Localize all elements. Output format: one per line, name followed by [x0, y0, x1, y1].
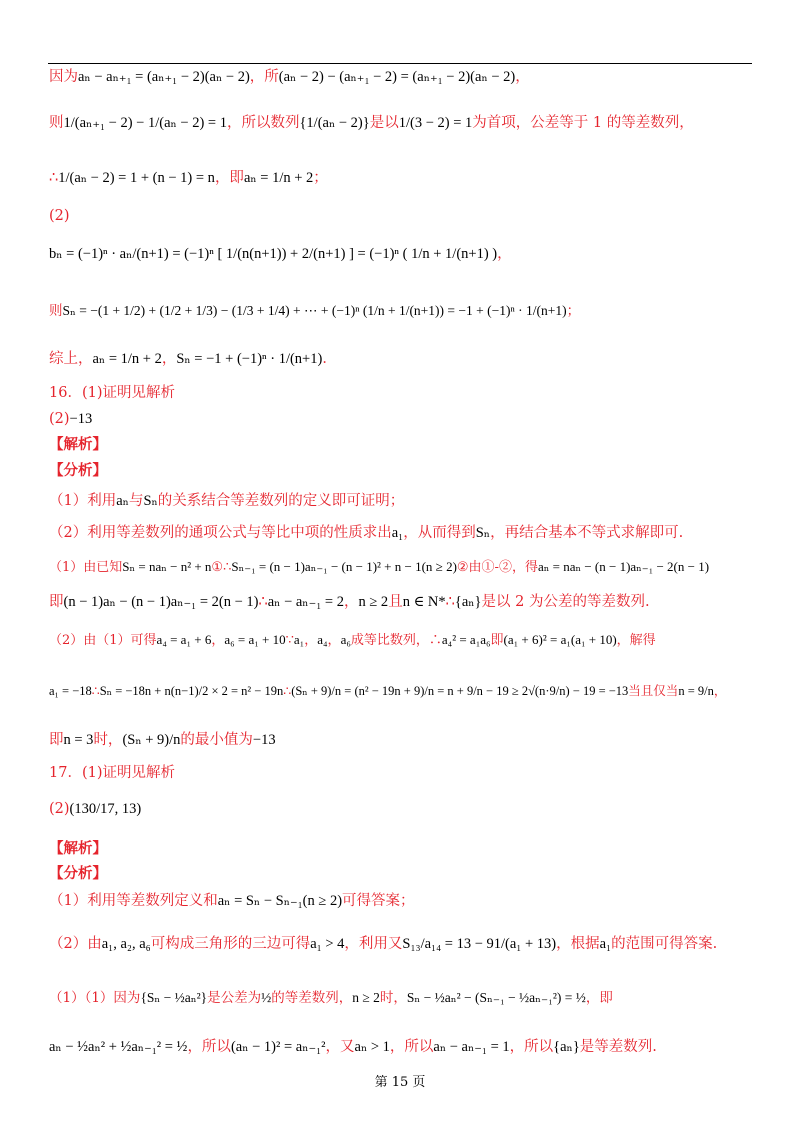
text-line-24	[49, 934, 717, 954]
text: 是公差为	[207, 990, 262, 1006]
formula: 1/(aₙ₊₁ − 2) − 1/(aₙ − 2) = 1	[63, 115, 227, 131]
text: 则	[49, 115, 64, 131]
text: ，	[211, 633, 225, 648]
text: ∴	[91, 683, 100, 698]
text: （1）利用	[49, 493, 117, 509]
text: (2)	[49, 208, 70, 224]
section-label: 【解析】	[49, 436, 107, 453]
text: ，	[713, 683, 727, 698]
formula: aₙ − aₙ₋₁ = 1	[433, 1039, 510, 1055]
text: （1）利用等差数列定义和	[49, 893, 218, 909]
text-line-16	[49, 630, 656, 651]
formula: n ≥ 2	[352, 990, 380, 1005]
formula: aₙ − ½aₙ² + ½aₙ₋₁² = ½	[49, 1039, 188, 1055]
text: (2)	[49, 411, 70, 427]
text: ，所以	[187, 1039, 231, 1055]
formula: Sₙ = −(1 + 1/2) + (1/2 + 1/3) − (1/3 + 1/4) + ⋯ + (−1)ⁿ (1/n + 1/(n+1)) = −1 + (−1)ⁿ · 1/(n+1)	[62, 303, 567, 318]
formula: −13	[252, 732, 276, 748]
text-line-18	[49, 730, 276, 750]
text: ，所以	[389, 1039, 434, 1055]
text: ，从而得到	[403, 525, 476, 541]
formula: aₙ − aₙ₋₁ = 2	[267, 594, 344, 610]
formula: Sₙ	[475, 525, 491, 541]
text: 与	[128, 493, 144, 509]
formula: Sₙ − ½aₙ² − (Sₙ₋₁ − ½aₙ₋₁²) = ½	[406, 990, 586, 1005]
text: ，所以	[509, 1039, 554, 1055]
formula: −13	[69, 411, 93, 427]
formula: aₙ > 1	[354, 1039, 390, 1055]
text: 则	[49, 303, 63, 319]
page-number: 第 15 页	[374, 1075, 426, 1090]
text: ①∴	[211, 560, 232, 575]
formula: bₙ = (−1)ⁿ · aₙ/(n+1) = (−1)ⁿ [ 1/(n(n+1)) + 2/(n+1) ] = (−1)ⁿ ( 1/n + 1/(n+1) )	[49, 246, 498, 262]
question-answer-heading: 17．(1)证明见解析	[49, 765, 175, 781]
formula: ½	[261, 990, 272, 1005]
text: （2）由（1）可得	[49, 633, 157, 648]
text: 即	[49, 594, 64, 610]
formula: a₁ > 4	[310, 936, 345, 952]
formula: (Sₙ + 9)/n	[122, 732, 181, 748]
text: 时，	[379, 990, 407, 1006]
text: 的关系结合等差数列的定义即可证明；	[157, 493, 405, 509]
text: 可构成三角形的三边可得	[150, 936, 311, 952]
formula: a₆ = a₁ + 10	[224, 632, 286, 647]
formula: Sₙ = naₙ − n² + n	[122, 559, 212, 574]
formula: a₄² = a₁a₆	[441, 632, 491, 647]
formula: a₄ = a₁ + 6	[156, 632, 212, 647]
formula: 1/(3 − 2) = 1	[398, 115, 473, 131]
text-line-1	[49, 67, 530, 87]
formula: a₁	[599, 936, 612, 952]
text: ∴	[445, 594, 455, 610]
text-line-15	[49, 592, 650, 612]
text: ∵	[285, 633, 294, 648]
text-line-19	[49, 763, 175, 783]
text-line-14	[49, 557, 709, 578]
text-line-11	[49, 461, 107, 481]
text-line-26	[49, 1037, 657, 1057]
text: 的范围可得答案.	[611, 936, 718, 952]
text: 当且仅当	[628, 683, 679, 698]
text: ，	[327, 633, 341, 648]
formula: {aₙ}	[553, 1039, 580, 1055]
text: ，	[161, 351, 177, 367]
text: 为首项，公差等于 1 的等差数列，	[472, 115, 694, 131]
formula: (130/17, 13)	[69, 801, 142, 817]
text-line-23	[49, 891, 415, 911]
text-line-21	[49, 839, 107, 859]
text-line-6	[49, 301, 580, 321]
text-line-17	[49, 681, 726, 701]
text: ，所	[249, 69, 279, 85]
text: ，又	[325, 1039, 355, 1055]
text: ．	[322, 351, 337, 367]
question-answer-heading: 16．(1)证明见解析	[49, 385, 175, 401]
formula: Sₙ₋₁ = (n − 1)aₙ₋₁ − (n − 1)² + n − 1(n ≥ 2)	[231, 559, 457, 574]
text: （2）由	[49, 936, 102, 952]
text: ，	[343, 594, 359, 610]
text-line-12	[49, 491, 404, 511]
text: （1）由已知	[49, 560, 123, 575]
formula: {aₙ}	[454, 594, 482, 610]
text-line-13	[49, 523, 683, 543]
formula: n ≥ 2	[358, 594, 389, 610]
section-label: 【分析】	[49, 865, 107, 882]
formula: a₁	[293, 632, 305, 647]
formula: Sₙ	[143, 493, 158, 509]
formula: S₁₃/a₁₄ = 13 − 91/(a₁ + 13)	[402, 936, 557, 952]
text: 的最小值为	[180, 732, 253, 748]
text-line-3	[49, 168, 328, 188]
formula: (aₙ − 2) − (aₙ₊₁ − 2) = (aₙ₊₁ − 2)(aₙ − 2)	[278, 69, 516, 85]
formula: aₙ = Sₙ − Sₙ₋₁(n ≥ 2)	[217, 893, 343, 909]
text: 即	[49, 732, 64, 748]
formula: aₙ	[116, 493, 129, 509]
text: 成等比数列，∴	[350, 633, 442, 648]
text: ②由①-②，得	[456, 560, 538, 575]
text: 即	[490, 633, 504, 648]
formula: Sₙ = −1 + (−1)ⁿ · 1/(n+1)	[176, 351, 323, 367]
formula: (Sₙ + 9)/n = (n² − 19n + 9)/n = n + 9/n − 19 ≥ 2√(n·9/n) − 19 = −13	[291, 684, 629, 698]
text-line-8	[49, 383, 175, 403]
formula: aₙ − aₙ₊₁ = (aₙ₊₁ − 2)(aₙ − 2)	[78, 69, 250, 85]
text: ，根据	[556, 936, 600, 952]
text-line-2	[49, 113, 694, 133]
text-line-20	[49, 799, 141, 819]
text-line-4	[49, 206, 70, 226]
text: ，	[515, 69, 530, 85]
text: ∴	[49, 170, 59, 186]
formula: (a₁ + 6)² = a₁(a₁ + 10)	[503, 632, 617, 647]
formula: a₆	[340, 632, 351, 647]
text: 可得答案；	[342, 893, 415, 909]
text: ，再结合基本不等式求解即可.	[490, 525, 684, 541]
formula: (aₙ − 1)² = aₙ₋₁²	[230, 1039, 326, 1055]
text: ；	[566, 303, 581, 319]
text: 是等差数列.	[579, 1039, 657, 1055]
formula: {1/(aₙ − 2)}	[299, 115, 370, 131]
formula: n = 9/n	[678, 684, 714, 698]
text: ，	[497, 246, 512, 262]
text: 时，	[93, 732, 123, 748]
formula: aₙ = naₙ − (n − 1)aₙ₋₁ − 2(n − 1)	[537, 559, 710, 574]
text: （2）利用等差数列的通项公式与等比中项的性质求出	[49, 525, 392, 541]
formula: a₁	[391, 525, 404, 541]
text-line-22	[49, 864, 107, 884]
text: 且	[388, 594, 403, 610]
formula: (n − 1)aₙ − (n − 1)aₙ₋₁ = 2(n − 1)	[63, 594, 259, 610]
text: （1）（1）因为	[49, 990, 141, 1006]
formula: aₙ = 1/n + 2	[243, 170, 314, 186]
text: (2)	[49, 801, 70, 817]
text-line-7	[49, 349, 337, 369]
section-label: 【分析】	[49, 462, 107, 479]
formula: a₁ = −18	[49, 684, 92, 698]
text-line-9	[49, 409, 92, 429]
text: 综上，	[49, 351, 93, 367]
formula: aₙ = 1/n + 2	[92, 351, 162, 367]
text: 的等差数列，	[271, 990, 353, 1006]
formula: a₄	[317, 632, 328, 647]
text: ，利用又	[344, 936, 403, 952]
formula: n ∈ N*	[402, 594, 446, 610]
text-line-25	[49, 988, 613, 1008]
formula: 1/(aₙ − 2) = 1 + (n − 1) = n	[58, 170, 215, 186]
text: 是以 2 为公差的等差数列.	[481, 594, 650, 610]
text: ，即	[585, 990, 613, 1006]
text: ∴	[283, 683, 292, 698]
formula: n = 3	[63, 732, 94, 748]
text: ，解得	[616, 633, 656, 648]
text: 因为	[49, 69, 78, 85]
formula: a₁, a₂, a₆	[101, 936, 151, 952]
formula: Sₙ = −18n + n(n−1)/2 × 2 = n² − 19n	[99, 684, 284, 698]
text: ；	[313, 170, 328, 186]
section-label: 【解析】	[49, 840, 107, 857]
text: ，即	[214, 170, 244, 186]
text: ，所以数列	[226, 115, 300, 131]
text: ∴	[258, 594, 268, 610]
header-rule	[48, 63, 752, 64]
text-line-10	[49, 435, 107, 455]
text: 是以	[369, 115, 399, 131]
formula: {Sₙ − ½aₙ²}	[140, 990, 208, 1005]
text-line-5	[49, 244, 512, 264]
text: ，	[304, 633, 318, 648]
